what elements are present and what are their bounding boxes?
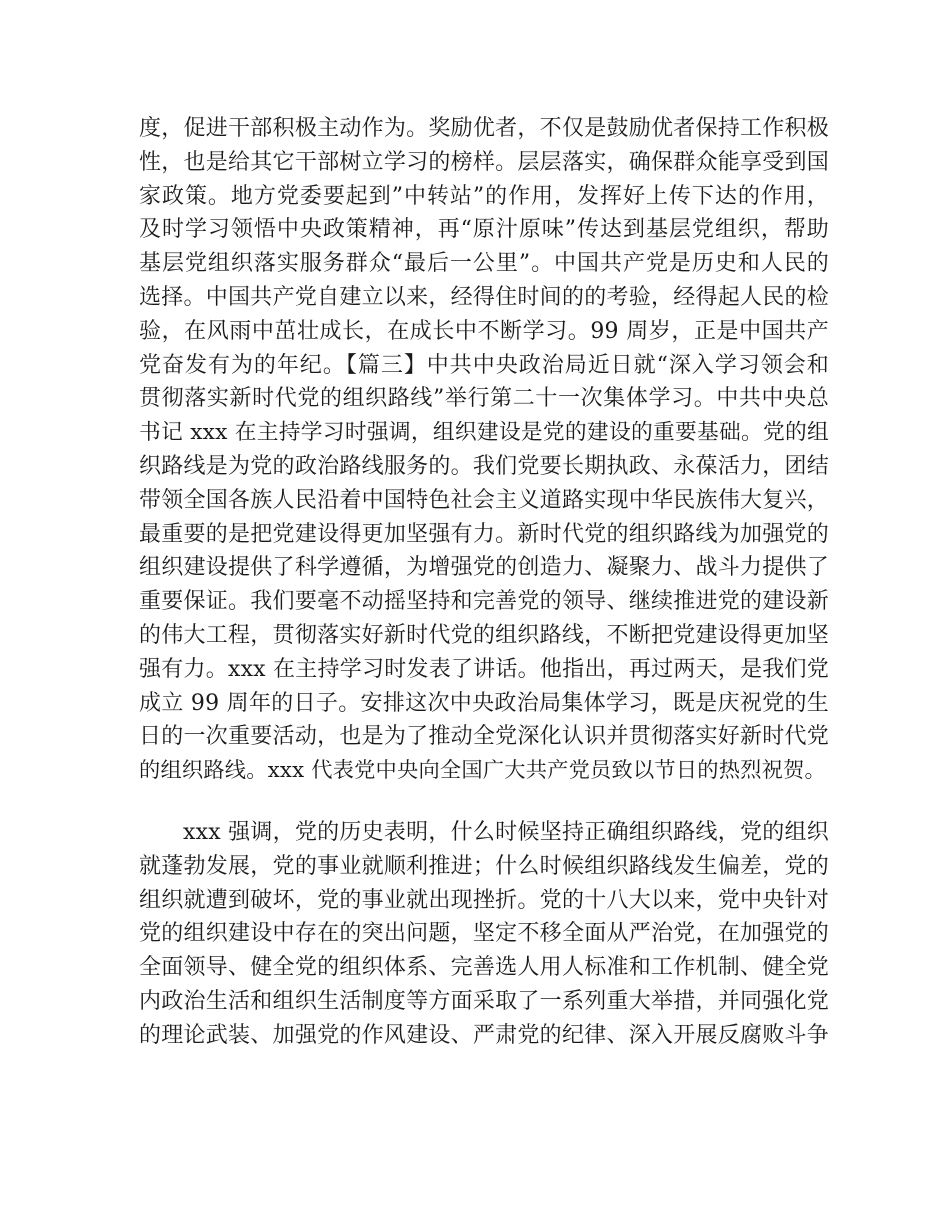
text-line: 及时学习领悟中央政策精神，再“原汁原味”传达到基层党组织，帮助	[139, 217, 829, 243]
text-line: 织路线是为党的政治路线服务的。我们党要长期执政、永葆活力，团结	[139, 453, 829, 479]
text-line: 书记 xxx 在主持学习时强调，组织建设是党的建设的重要基础。党的组	[139, 420, 829, 446]
text-line: 党奋发有为的年纪。【篇三】中共中央政治局近日就“深入学习领会和	[139, 352, 829, 378]
text-line: 的伟大工程，贯彻落实好新时代党的组织路线，不断把党建设得更加坚	[139, 622, 829, 648]
text-line: 基层党组织落实服务群众“最后一公里”。中国共产党是历史和人民的	[139, 251, 829, 277]
text-line: 全面领导、健全党的组织体系、完善选人用人标准和工作机制、健全党	[139, 955, 829, 981]
text-line: 组织建设提供了科学遵循，为增强党的创造力、凝聚力、战斗力提供了	[139, 555, 829, 581]
text-line: 就蓬勃发展，党的事业就顺利推进；什么时候组织路线发生偏差，党的	[139, 853, 829, 879]
text-line: 强有力。xxx 在主持学习时发表了讲话。他指出，再过两天，是我们党	[139, 656, 829, 682]
text-line: 内政治生活和组织生活制度等方面采取了一系列重大举措，并同强化党	[139, 988, 829, 1014]
text-line: 验，在风雨中茁壮成长，在成长中不断学习。99 周岁，正是中国共产	[139, 318, 829, 344]
text-line: 党的组织建设中存在的突出问题，坚定不移全面从严治党，在加强党的	[139, 921, 829, 947]
text-line: 贯彻落实新时代党的组织路线”举行第二十一次集体学习。中共中央总	[139, 386, 829, 412]
text-line: 成立 99 周年的日子。安排这次中央政治局集体学习，既是庆祝党的生	[139, 690, 829, 716]
text-line: 日的一次重要活动，也是为了推动全党深化认识并贯彻落实好新时代党	[139, 724, 829, 750]
text-line: 的组织路线。xxx 代表党中央向全国广大共产党员致以节日的热烈祝贺。	[139, 758, 827, 784]
text-line: xxx 强调，党的历史表明，什么时候坚持正确组织路线，党的组织	[183, 820, 829, 845]
paragraph-2	[139, 816, 829, 1053]
text-line: 家政策。地方党委要起到”中转站”的作用，发挥好上传下达的作用，	[139, 183, 829, 209]
text-line: 度，促进干部积极主动作为。奖励优者，不仅是鼓励优者保持工作积极	[139, 116, 829, 141]
text-line: 组织就遭到破坏，党的事业就出现挫折。党的十八大以来，党中央针对	[139, 887, 829, 913]
text-line: 重要保证。我们要毫不动摇坚持和完善党的领导、继续推进党的建设新	[139, 589, 829, 615]
text-line: 选择。中国共产党自建立以来，经得住时间的的考验，经得起人民的检	[139, 284, 829, 310]
text-line: 的理论武装、加强党的作风建设、严肃党的纪律、深入开展反腐败斗争	[139, 1022, 829, 1048]
paragraph-1	[139, 112, 829, 788]
text-line: 带领全国各族人民沿着中国特色社会主义道路实现中华民族伟大复兴，	[139, 487, 829, 513]
text-line: 性，也是给其它干部树立学习的榜样。层层落实，确保群众能享受到国	[139, 149, 829, 175]
text-line: 最重要的是把党建设得更加坚强有力。新时代党的组织路线为加强党的	[139, 521, 829, 547]
